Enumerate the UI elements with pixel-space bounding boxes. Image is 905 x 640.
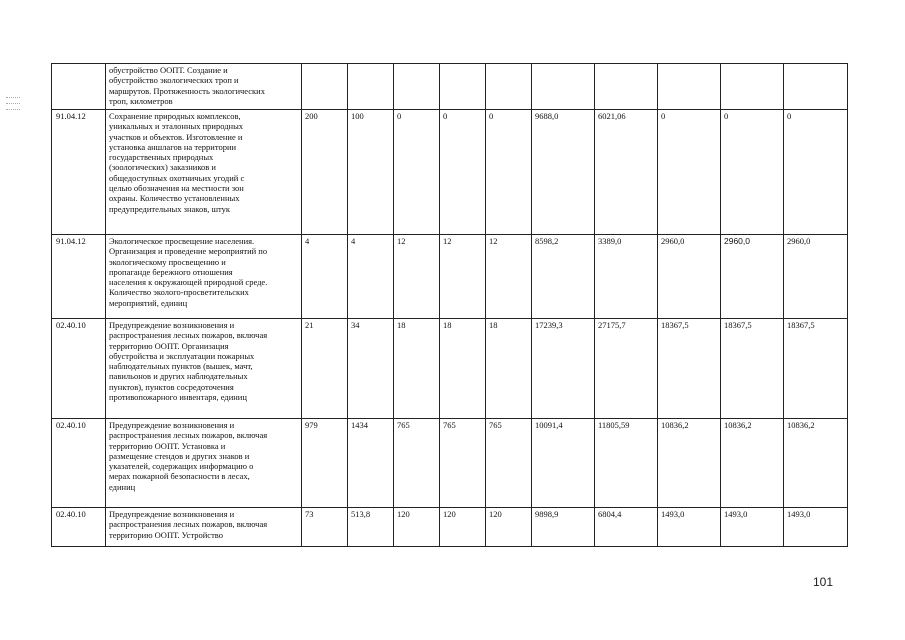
value-cell: 9688,0 xyxy=(532,110,595,235)
row-description: Сохранение природных комплексов, уникальных и эталонных природных участков и объектов. Изготовление и установка аншлагов на территории государственных природных (зоологических) заказников и общедоступных охотничьих угодий с целью обозначения на местности зон охраны. Количество установленных предупредительных знаков, штук xyxy=(106,110,302,235)
value-cell: 120 xyxy=(486,508,532,547)
table-row xyxy=(52,419,848,508)
table-row xyxy=(52,64,848,110)
value-cell: 1434 xyxy=(348,419,394,508)
value-cell: 2960,0 xyxy=(658,235,721,319)
value-cell: 10836,2 xyxy=(721,419,784,508)
value-cell xyxy=(595,64,658,110)
value-cell: 0 xyxy=(486,110,532,235)
value-cell: 21 xyxy=(302,319,348,419)
value-cell: 18367,5 xyxy=(784,319,848,419)
value-cell: 34 xyxy=(348,319,394,419)
value-cell: 11805,59 xyxy=(595,419,658,508)
page-number: 101 xyxy=(813,575,834,589)
row-code: 91.04.12 xyxy=(52,110,106,235)
value-cell: 18 xyxy=(394,319,440,419)
value-cell: 12 xyxy=(394,235,440,319)
row-code xyxy=(52,64,106,110)
value-cell xyxy=(440,64,486,110)
value-cell: 0 xyxy=(394,110,440,235)
value-cell: 200 xyxy=(302,110,348,235)
value-cell: 8598,2 xyxy=(532,235,595,319)
value-cell: 18367,5 xyxy=(658,319,721,419)
value-cell: 17239,3 xyxy=(532,319,595,419)
row-description: Предупреждение возникновения и распространения лесных пожаров, включая территорию ООПТ. Организация обустройства и эксплуатации пожарных наблюдательных пунктов (вышек, мачт, павильонов и других наблюдательных пунктов), пунктов сосредоточения противопожарного инвентаря, единиц xyxy=(106,319,302,419)
value-cell: 10836,2 xyxy=(784,419,848,508)
value-cell: 765 xyxy=(440,419,486,508)
scan-margin-mark xyxy=(6,109,20,110)
value-cell: 27175,7 xyxy=(595,319,658,419)
value-cell: 120 xyxy=(394,508,440,547)
value-cell: 4 xyxy=(302,235,348,319)
table-row xyxy=(52,110,848,235)
value-cell: 1493,0 xyxy=(721,508,784,547)
value-cell: 1493,0 xyxy=(784,508,848,547)
value-cell: 18 xyxy=(440,319,486,419)
value-cell: 120 xyxy=(440,508,486,547)
value-cell: 2960,0 xyxy=(784,235,848,319)
scan-margin-mark xyxy=(6,97,20,98)
row-description: Предупреждение возникновения и распространения лесных пожаров, включая территорию ООПТ. Устройство xyxy=(106,508,302,547)
value-cell: 10091,4 xyxy=(532,419,595,508)
value-cell: 18367,5 xyxy=(721,319,784,419)
value-cell xyxy=(784,64,848,110)
value-cell: 12 xyxy=(486,235,532,319)
value-cell: 0 xyxy=(784,110,848,235)
value-cell: 765 xyxy=(486,419,532,508)
table-row xyxy=(52,235,848,319)
value-cell: 73 xyxy=(302,508,348,547)
value-cell: 0 xyxy=(721,110,784,235)
row-description: Экологическое просвещение населения. Организация и проведение мероприятий по экологическому просвещению и пропаганде бережного отношения населения к окружающей природной среде. Количество эколого-просветительских мероприятий, единиц xyxy=(106,235,302,319)
value-cell: 6804,4 xyxy=(595,508,658,547)
value-cell: 0 xyxy=(440,110,486,235)
row-code: 02.40.10 xyxy=(52,319,106,419)
row-code: 02.40.10 xyxy=(52,508,106,547)
row-code: 91.04.12 xyxy=(52,235,106,319)
value-cell: 2960,0 xyxy=(721,235,784,319)
row-description: обустройство ООПТ. Создание и обустройство экологических троп и маршрутов. Протяженность экологических троп, километров xyxy=(106,64,302,110)
value-cell: 10836,2 xyxy=(658,419,721,508)
value-cell xyxy=(532,64,595,110)
value-cell xyxy=(486,64,532,110)
row-description: Предупреждение возникновения и распространения лесных пожаров, включая территорию ООПТ. Установка и размещение стендов и других знаков и указателей, содержащих информацию о мерах пожарной безопасности в лесах, единиц xyxy=(106,419,302,508)
value-cell xyxy=(302,64,348,110)
value-cell: 1493,0 xyxy=(658,508,721,547)
value-cell: 100 xyxy=(348,110,394,235)
value-cell xyxy=(394,64,440,110)
scan-margin-mark xyxy=(6,103,20,104)
value-cell: 765 xyxy=(394,419,440,508)
value-cell: 0 xyxy=(658,110,721,235)
value-cell: 12 xyxy=(440,235,486,319)
table-row xyxy=(52,508,848,547)
value-cell: 9898,9 xyxy=(532,508,595,547)
value-cell xyxy=(721,64,784,110)
value-cell: 18 xyxy=(486,319,532,419)
value-cell: 513,8 xyxy=(348,508,394,547)
table-row xyxy=(52,319,848,419)
indicators-table xyxy=(51,63,848,547)
value-cell: 3389,0 xyxy=(595,235,658,319)
value-cell xyxy=(348,64,394,110)
value-cell: 979 xyxy=(302,419,348,508)
row-code: 02.40.10 xyxy=(52,419,106,508)
value-cell: 4 xyxy=(348,235,394,319)
value-cell: 6021,06 xyxy=(595,110,658,235)
value-cell xyxy=(658,64,721,110)
